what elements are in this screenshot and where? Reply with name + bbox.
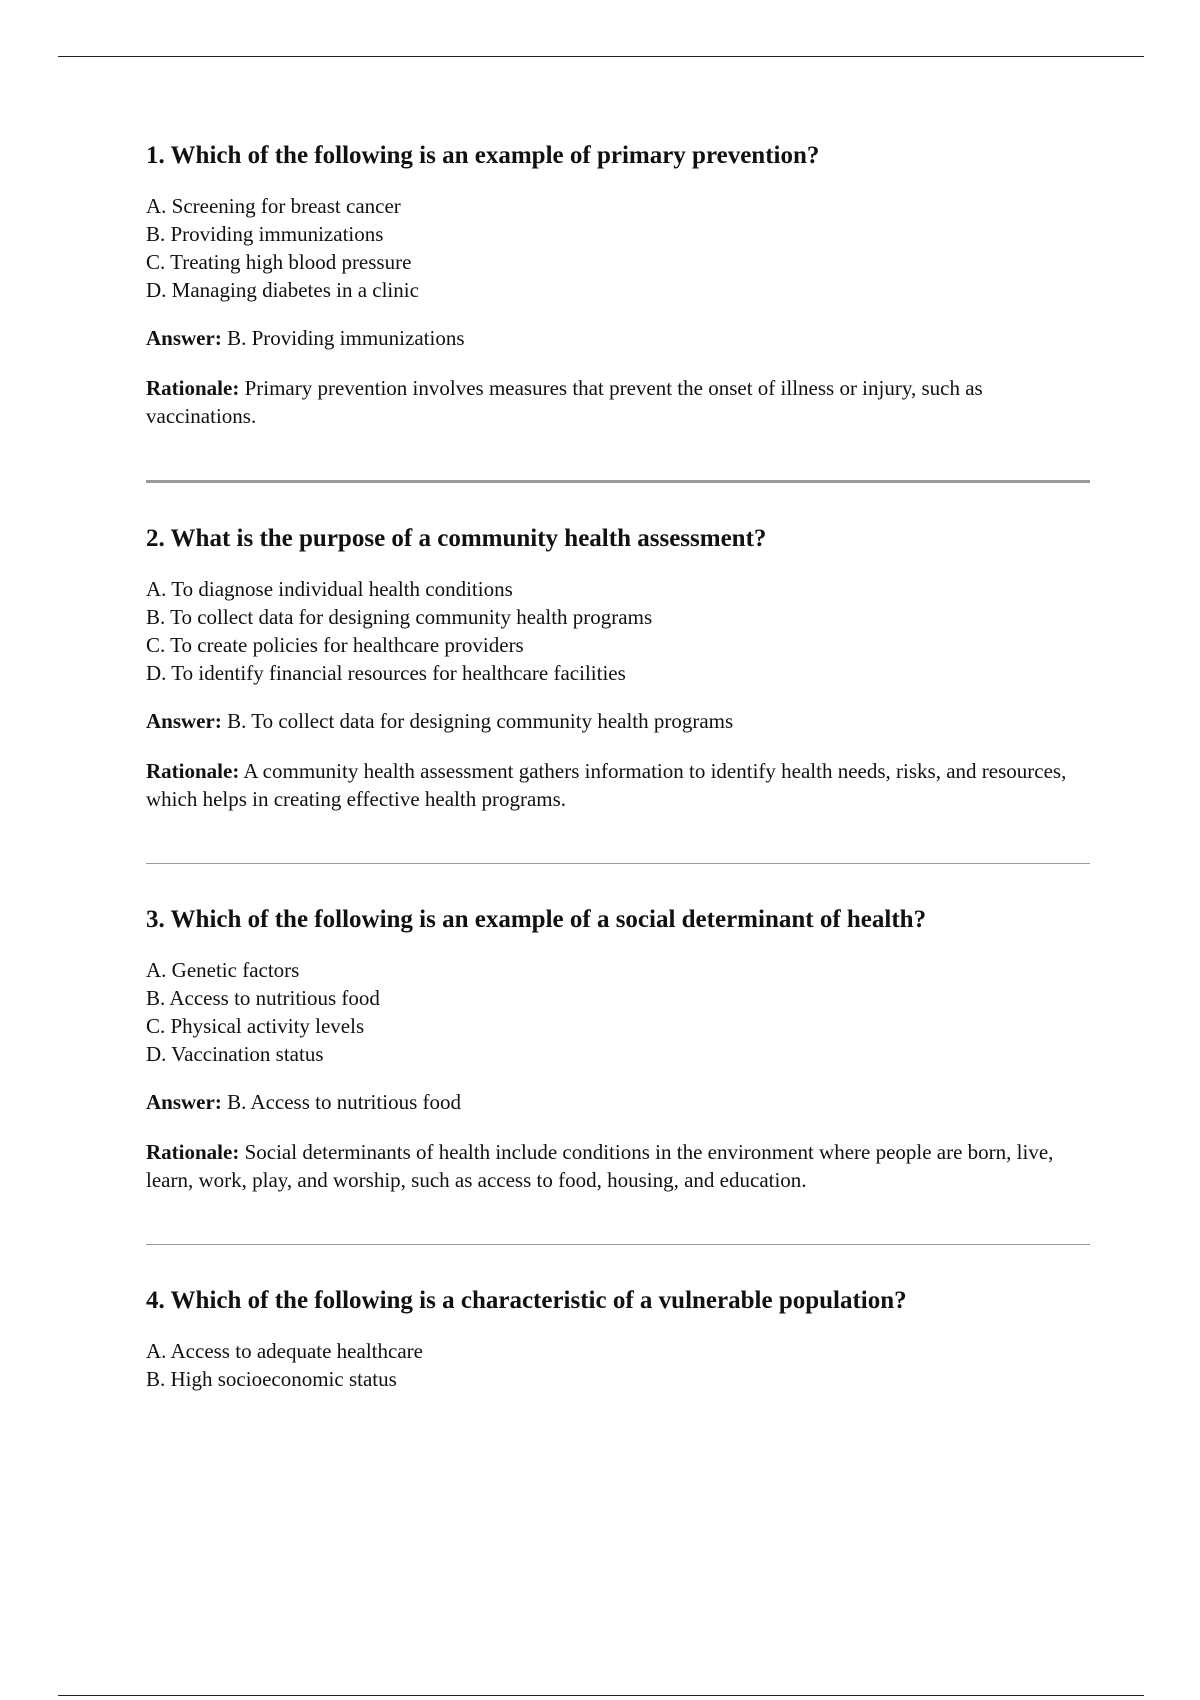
option-a: A. Genetic factors bbox=[146, 958, 300, 982]
options-list bbox=[146, 956, 1090, 1068]
question-1 bbox=[146, 140, 1090, 430]
rationale-text: Social determinants of health include conditions in the environment where people are born, live, learn, work, play, and worship, such as access to food, housing, and education. bbox=[146, 1140, 1054, 1192]
answer-text: B. To collect data for designing community health programs bbox=[227, 709, 734, 733]
rationale-label: Rationale: bbox=[146, 759, 240, 783]
answer-line bbox=[146, 324, 1090, 352]
question-title: 3. Which of the following is an example of a social determinant of health? bbox=[146, 906, 927, 933]
answer-text: B. Providing immunizations bbox=[227, 326, 465, 350]
rationale-label: Rationale: bbox=[146, 376, 240, 400]
section-divider bbox=[146, 480, 1090, 483]
question-4 bbox=[146, 1285, 1090, 1393]
answer-label: Answer: bbox=[146, 709, 222, 733]
rationale-line bbox=[146, 757, 1090, 813]
option-d: D. Vaccination status bbox=[146, 1042, 324, 1066]
section-divider bbox=[146, 1244, 1090, 1245]
option-b: B. Access to nutritious food bbox=[146, 986, 380, 1010]
rationale-line bbox=[146, 1138, 1090, 1194]
page-bottom-rule bbox=[58, 1695, 1144, 1696]
option-b: B. High socioeconomic status bbox=[146, 1367, 397, 1391]
options-list bbox=[146, 575, 1090, 687]
answer-label: Answer: bbox=[146, 326, 222, 350]
answer-label: Answer: bbox=[146, 1090, 222, 1114]
question-title: 4. Which of the following is a characteristic of a vulnerable population? bbox=[146, 1287, 907, 1314]
page-top-rule bbox=[58, 56, 1144, 57]
question-3 bbox=[146, 904, 1090, 1194]
option-a: A. Access to adequate healthcare bbox=[146, 1339, 423, 1363]
option-d: D. Managing diabetes in a clinic bbox=[146, 278, 419, 302]
question-title: 2. What is the purpose of a community health assessment? bbox=[146, 525, 767, 552]
question-2 bbox=[146, 523, 1090, 813]
option-d: D. To identify financial resources for healthcare facilities bbox=[146, 661, 626, 685]
answer-line bbox=[146, 707, 1090, 735]
rationale-text: Primary prevention involves measures that prevent the onset of illness or injury, such as vaccinations. bbox=[146, 376, 983, 428]
section-divider bbox=[146, 863, 1090, 864]
option-b: B. Providing immunizations bbox=[146, 222, 384, 246]
option-b: B. To collect data for designing community health programs bbox=[146, 605, 653, 629]
rationale-text: A community health assessment gathers information to identify health needs, risks, and resources, which helps in creating effective health programs. bbox=[146, 759, 1067, 811]
question-title: 1. Which of the following is an example of primary prevention? bbox=[146, 142, 820, 169]
options-list bbox=[146, 192, 1090, 304]
option-c: C. To create policies for healthcare providers bbox=[146, 633, 524, 657]
answer-line bbox=[146, 1088, 1090, 1116]
options-list bbox=[146, 1337, 1090, 1393]
option-c: C. Treating high blood pressure bbox=[146, 250, 412, 274]
option-c: C. Physical activity levels bbox=[146, 1014, 365, 1038]
option-a: A. To diagnose individual health conditions bbox=[146, 577, 513, 601]
option-a: A. Screening for breast cancer bbox=[146, 194, 401, 218]
answer-text: B. Access to nutritious food bbox=[227, 1090, 461, 1114]
rationale-label: Rationale: bbox=[146, 1140, 240, 1164]
document-content bbox=[146, 140, 1090, 1413]
rationale-line bbox=[146, 374, 1090, 430]
